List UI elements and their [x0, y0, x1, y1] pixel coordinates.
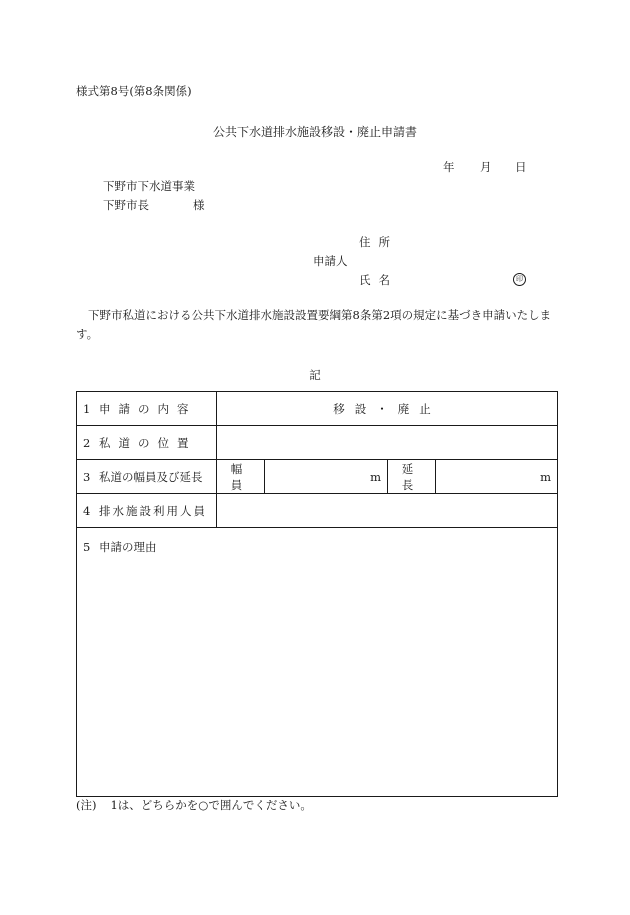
application-table	[76, 391, 558, 797]
row-label: 私道の位置	[99, 435, 197, 450]
table-row	[77, 392, 558, 426]
row-label: 申請の理由	[99, 540, 157, 554]
note	[76, 800, 312, 812]
row-number: 4	[83, 503, 91, 518]
table-row	[77, 528, 558, 797]
table-row	[77, 494, 558, 528]
form-number: 様式第8号(第8条関係)	[76, 84, 192, 98]
row-number: 3	[83, 469, 91, 484]
addressee-honorific: 様	[193, 198, 205, 212]
seal-icon: 印	[513, 273, 526, 286]
applicant-label: 申請人	[313, 254, 348, 268]
table-row	[77, 460, 558, 494]
date-day-label: 日	[515, 160, 527, 174]
location-field[interactable]	[217, 426, 558, 460]
users-field[interactable]	[217, 494, 558, 528]
document-title: 公共下水道排水施設移設・廃止申請書	[212, 125, 417, 139]
length-label: 延長	[388, 460, 436, 494]
row-number: 5	[83, 540, 91, 554]
row-number: 2	[83, 435, 91, 450]
addressee-name: 下野市長	[103, 198, 149, 212]
applicant-name-label: 氏名	[359, 273, 398, 287]
row-label-dimensions	[77, 460, 217, 494]
ki-label: 記	[309, 368, 321, 382]
row-number: 1	[83, 401, 91, 416]
width-unit: m	[370, 469, 381, 484]
reason-field[interactable]	[77, 528, 558, 797]
body-text: 下野市私道における公共下水道排水施設設置要綱第8条第2項の規定に基づき申請いたします。	[76, 308, 552, 341]
table-row	[77, 426, 558, 460]
width-field[interactable]	[265, 460, 388, 494]
length-field[interactable]	[436, 460, 558, 494]
date-month-label: 月	[480, 160, 492, 174]
row-label-users	[77, 494, 217, 528]
length-unit: m	[540, 469, 551, 484]
row-label: 私道の幅員及び延長	[99, 469, 203, 484]
width-label: 幅員	[217, 460, 265, 494]
row-label: 申請の内容	[99, 401, 197, 416]
note-text: 1は、どちらかを○で囲んでください。	[110, 798, 312, 812]
content-value[interactable]: 移設・廃止	[217, 392, 558, 426]
addressee-org: 下野市下水道事業	[103, 179, 195, 193]
row-label-location	[77, 426, 217, 460]
date-year-label: 年	[443, 160, 455, 174]
note-prefix: (注)	[76, 798, 97, 812]
applicant-address-label: 住所	[359, 235, 398, 249]
row-label: 排水施設利用人員	[99, 503, 207, 518]
row-label-content	[77, 392, 217, 426]
